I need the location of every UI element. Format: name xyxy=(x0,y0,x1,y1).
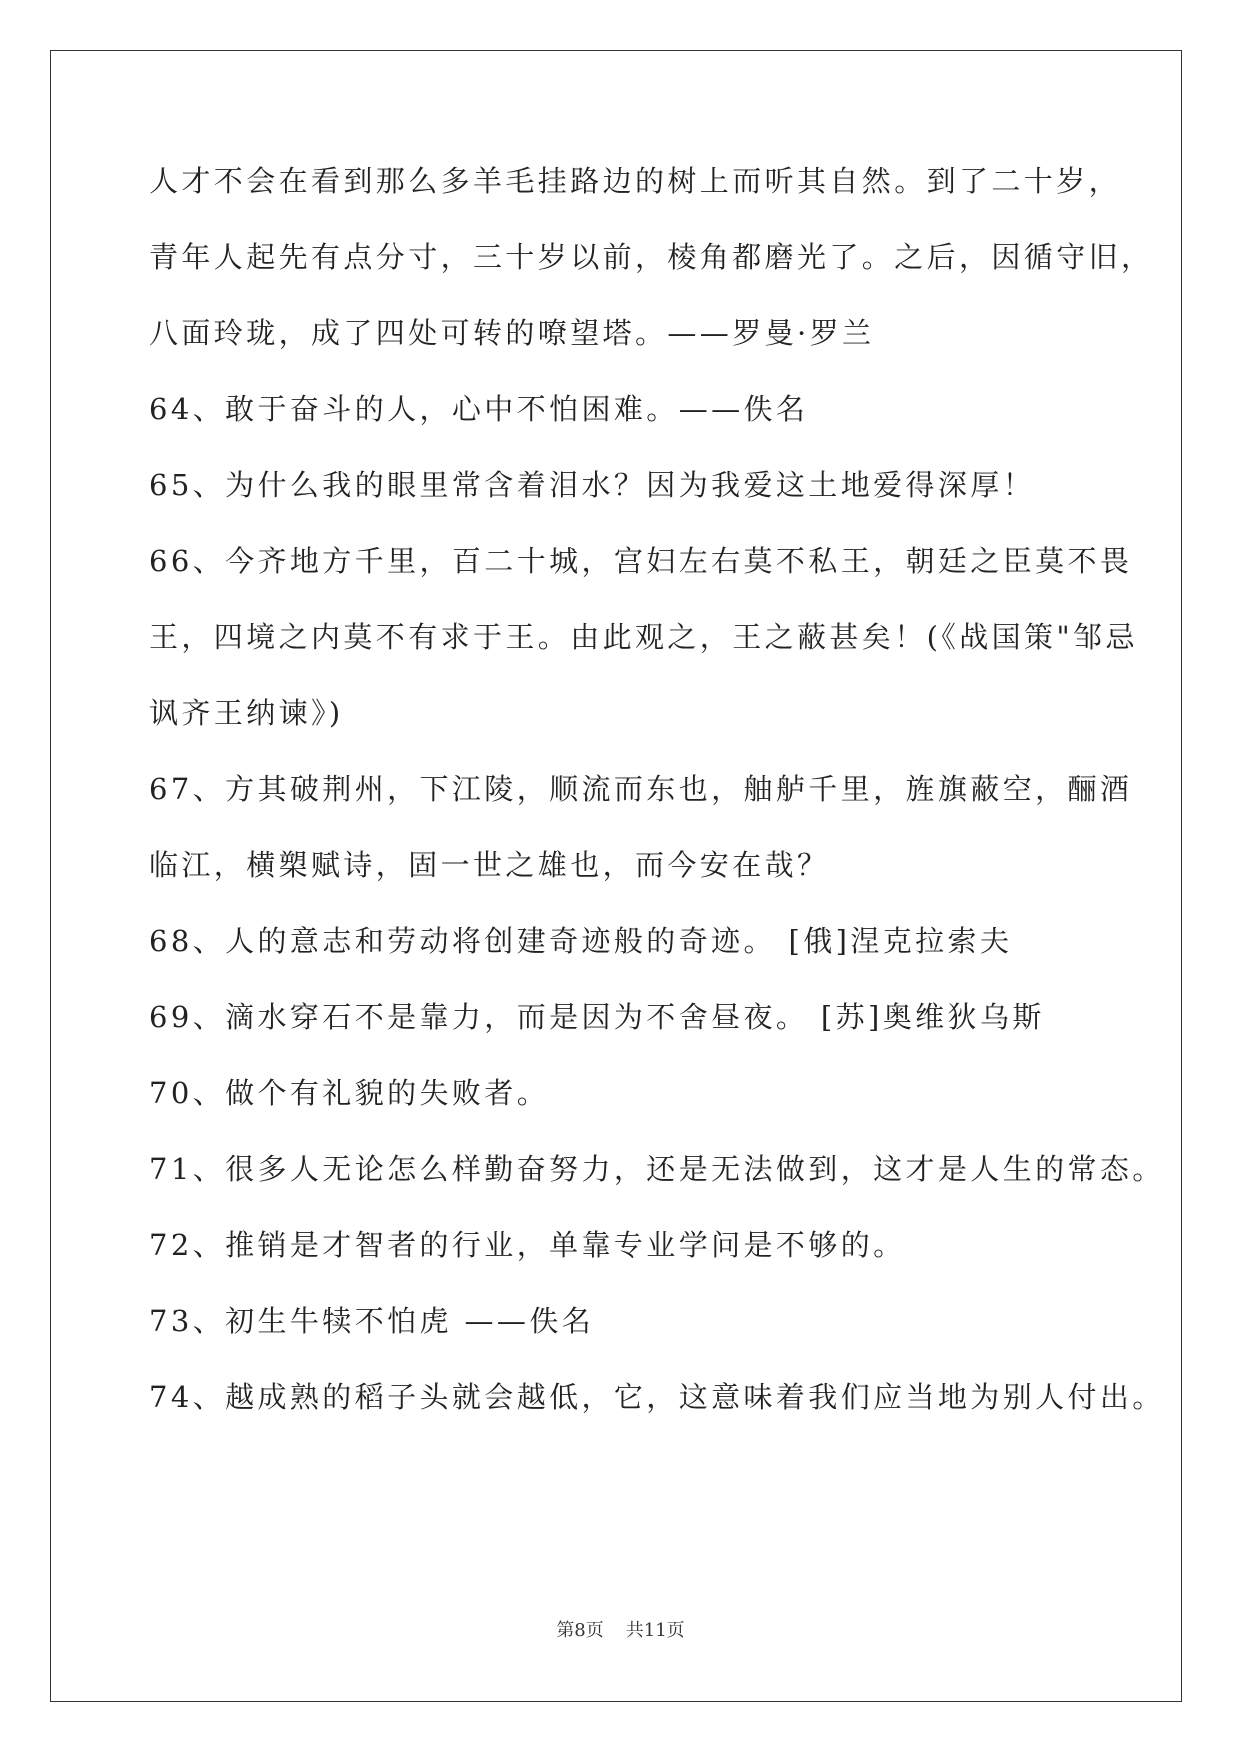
page-total: 共11页 xyxy=(625,1620,685,1641)
quote-72: 72、推销是才智者的行业，单靠专业学问是不够的。 xyxy=(149,1228,906,1262)
quote-65: 65、为什么我的眼里常含着泪水？因为我爱这土地爱得深厚！ xyxy=(149,468,1036,502)
text-line: 青年人起先有点分寸，三十岁以前，棱角都磨光了。之后，因循守旧， xyxy=(149,240,1154,274)
quote-70: 70、做个有礼貌的失败者。 xyxy=(149,1076,550,1110)
text-line: 王，四境之内莫不有求于王。由此观之，王之蔽甚矣！(《战国策"邹忌 xyxy=(149,620,1138,654)
quote-66: 66、今齐地方千里，百二十城，宫妇左右莫不私王，朝廷之臣莫不畏 xyxy=(149,544,1133,578)
quote-71: 71、很多人无论怎么样勤奋努力，还是无法做到，这才是人生的常态。 xyxy=(149,1152,1165,1186)
text-line: 讽齐王纳谏》) xyxy=(149,696,344,730)
quote-69: 69、滴水穿石不是靠力，而是因为不舍昼夜。 [苏]奥维狄乌斯 xyxy=(149,1000,1045,1034)
text-line: 临江，横槊赋诗，固一世之雄也，而今安在哉？ xyxy=(149,848,830,882)
text-line: 人才不会在看到那么多羊毛挂路边的树上而听其自然。到了二十岁， xyxy=(149,164,1122,198)
quote-64: 64、敢于奋斗的人，心中不怕困难。——佚名 xyxy=(149,392,809,426)
quote-74: 74、越成熟的稻子头就会越低，它，这意味着我们应当地为别人付出。 xyxy=(149,1380,1165,1414)
page-footer xyxy=(0,1616,1241,1642)
quote-68: 68、人的意志和劳动将创建奇迹般的奇迹。 [俄]涅克拉索夫 xyxy=(149,924,1013,958)
text-line: 八面玲珑，成了四处可转的嘹望塔。——罗曼·罗兰 xyxy=(149,316,875,350)
document-body xyxy=(149,163,1165,1455)
quote-73: 73、初生牛犊不怕虎 ——佚名 xyxy=(149,1304,595,1338)
page-number: 第8页 xyxy=(556,1620,604,1641)
quote-67: 67、方其破荆州，下江陵，顺流而东也，舳舻千里，旌旗蔽空，酾酒 xyxy=(149,772,1133,806)
